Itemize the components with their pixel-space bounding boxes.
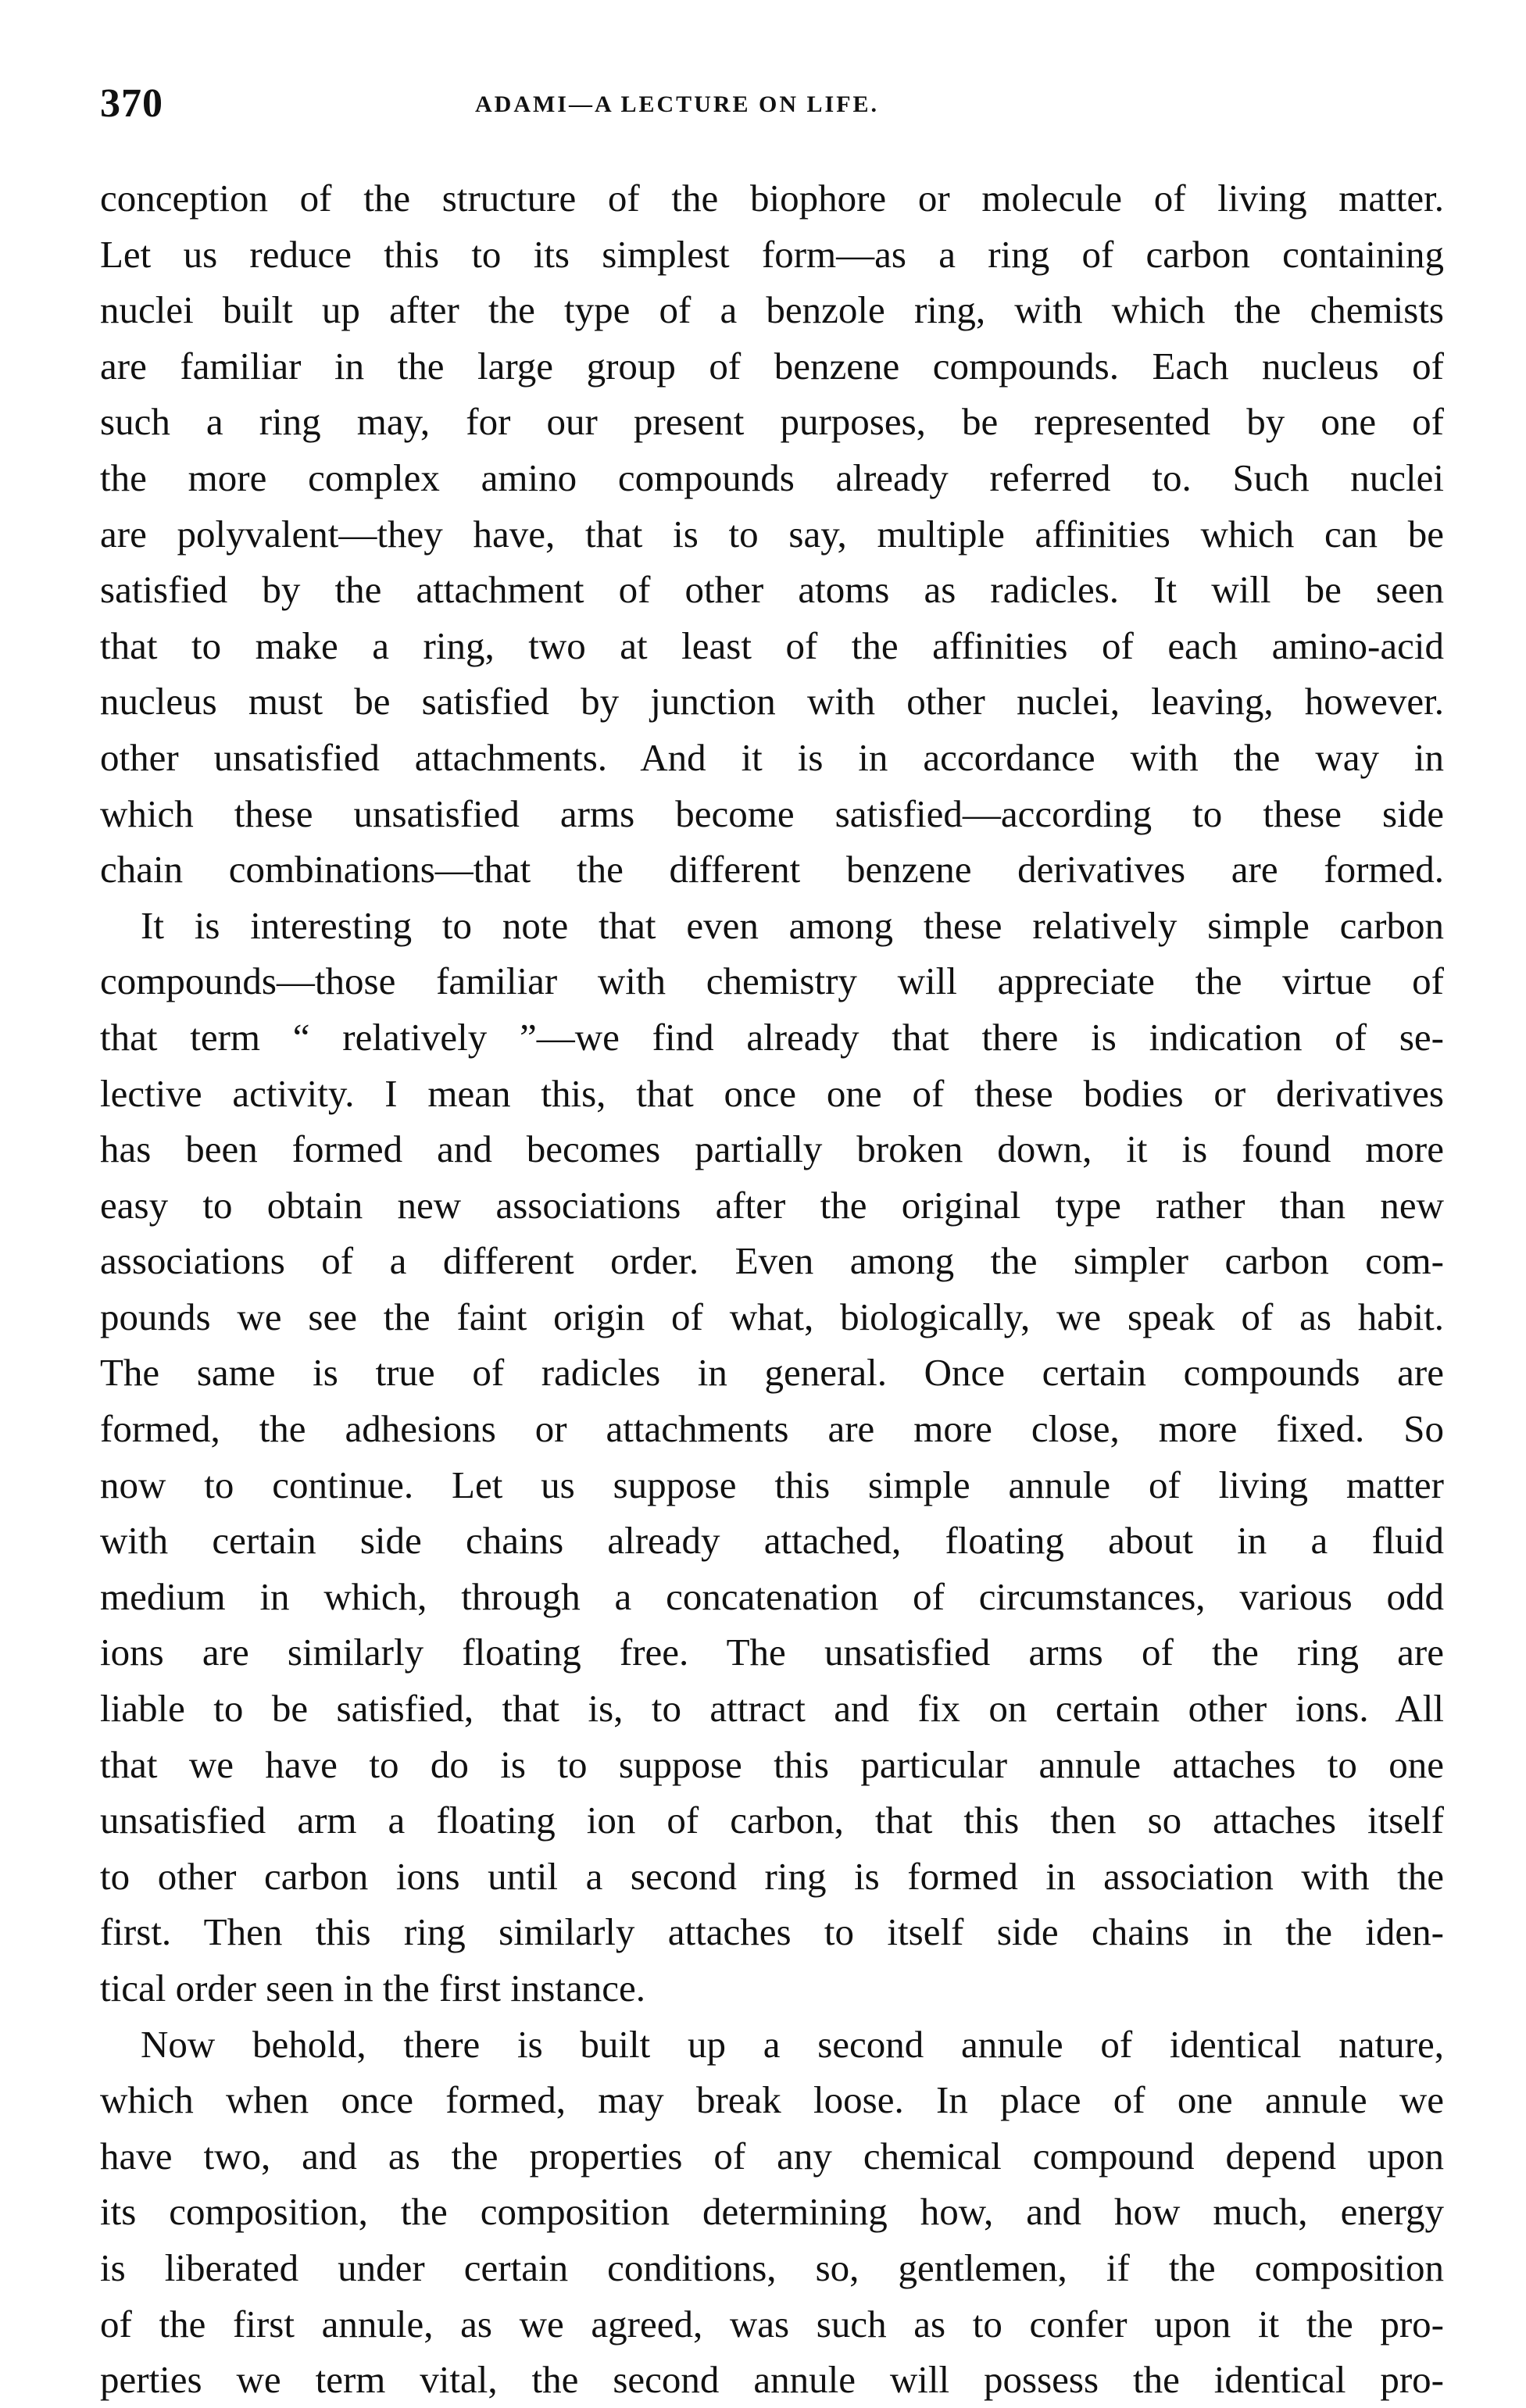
text-line: liable to be satisfied, that is, to attract and fix on certain other ions. All: [100, 1687, 1444, 1731]
text-line: now to continue. Let us suppose this simple annule of living matter: [100, 1463, 1444, 1506]
text-line: Let us reduce this to its simplest form—as a ring of carbon containing: [100, 232, 1444, 276]
text-line: that we have to do is to suppose this particular annule attaches to one: [100, 1742, 1444, 1786]
text-line: conception of the structure of the biophore or molecule of living matter.: [100, 177, 1444, 220]
text-line: are polyvalent—they have, that is to say, multiple affinities which can be: [100, 512, 1444, 556]
text-line: associations of a different order. Even among the simpler carbon com-: [100, 1239, 1444, 1283]
text-line: which when once formed, may break loose. In place of one annule we: [100, 2078, 1444, 2122]
text-line: has been formed and becomes partially broken down, it is found more: [100, 1127, 1444, 1171]
text-line: pounds we see the faint origin of what, biologically, we speak of as habit.: [100, 1295, 1444, 1338]
running-title: ADAMI—A LECTURE ON LIFE.: [475, 91, 880, 117]
text-line: with certain side chains already attached, floating about in a fluid: [100, 1519, 1444, 1563]
text-line: It is interesting to note that even among these relatively simple carbon: [141, 903, 1444, 947]
text-line: ions are similarly floating free. The unsatisfied arms of the ring are: [100, 1631, 1444, 1674]
text-line: perties we term vital, the second annule will possess the identical pro-: [100, 2358, 1444, 2402]
text-line: unsatisfied arm a floating ion of carbon, that this then so attaches itself: [100, 1799, 1444, 1842]
text-line: that term “ relatively ”—we find already that there is indication of se-: [100, 1015, 1444, 1059]
text-line: have two, and as the properties of any chemical compound depend upon: [100, 2134, 1444, 2178]
paragraph-3: [100, 2017, 1444, 2408]
text-line: first. Then this ring similarly attaches to itself side chains in the iden-: [100, 1910, 1444, 1954]
text-line: to other carbon ions until a second ring is formed in association with the: [100, 1854, 1444, 1898]
text-line: tical order seen in the first instance.: [100, 1967, 645, 2010]
text-line: chain combinations—that the different benzene derivatives are formed.: [100, 848, 1444, 891]
text-line: such a ring may, for our present purposes, be represented by one of: [100, 400, 1444, 444]
body-text: [100, 170, 1444, 2408]
text-line: nuclei built up after the type of a benzole ring, with which the chemists: [100, 288, 1444, 332]
text-line: the more complex amino compounds already referred to. Such nuclei: [100, 456, 1444, 499]
text-line: compounds—those familiar with chemistry will appreciate the virtue of: [100, 959, 1444, 1003]
text-line: is liberated under certain conditions, so, gentlemen, if the composition: [100, 2245, 1444, 2289]
text-line: medium in which, through a concatenation of circumstances, various odd: [100, 1574, 1444, 1618]
text-line: of the first annule, as we agreed, was such as to confer upon it the pro-: [100, 2302, 1444, 2345]
running-head: [100, 77, 1428, 131]
page-number: 370: [100, 81, 163, 126]
text-line: other unsatisfied attachments. And it is in accordance with the way in: [100, 735, 1444, 779]
paragraph-1: [100, 170, 1444, 898]
text-line: satisfied by the attachment of other atoms as radicles. It will be seen: [100, 568, 1444, 612]
text-line: nucleus must be satisfied by junction with other nuclei, leaving, however.: [100, 680, 1444, 723]
text-line: lective activity. I mean this, that once one of these bodies or derivatives: [100, 1071, 1444, 1115]
text-line: Now behold, there is built up a second annule of identical nature,: [141, 2022, 1444, 2066]
text-line: which these unsatisfied arms become satisfied—according to these side: [100, 791, 1444, 835]
text-line: that to make a ring, two at least of the affinities of each amino-acid: [100, 623, 1444, 667]
text-line: formed, the adhesions or attachments are more close, more fixed. So: [100, 1407, 1444, 1451]
text-line: are familiar in the large group of benzene compounds. Each nucleus of: [100, 344, 1444, 388]
text-line: easy to obtain new associations after the original type rather than new: [100, 1183, 1444, 1227]
text-line: its composition, the composition determining how, and how much, energy: [100, 2190, 1444, 2234]
text-line: The same is true of radicles in general. Once certain compounds are: [100, 1351, 1444, 1395]
paragraph-2: [100, 898, 1444, 2017]
